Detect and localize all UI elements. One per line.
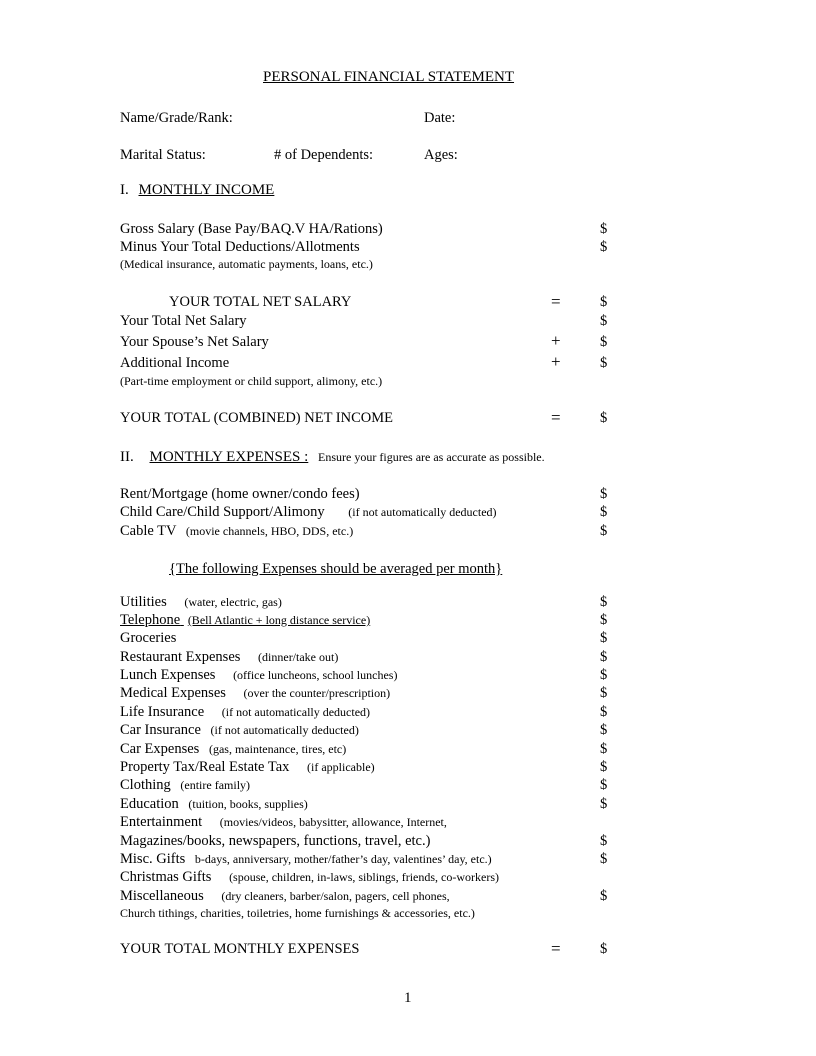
total-net-salary-label: Your Total Net Salary: [120, 313, 247, 329]
deductions-note: (Medical insurance, automatic payments, loans, etc.): [120, 257, 373, 271]
additional-income-note: (Part-time employment or child support, alimony, etc.): [120, 374, 383, 388]
section-number: II.: [120, 449, 134, 465]
plus-sign: +: [551, 331, 561, 350]
cable-tv-row: [120, 524, 353, 539]
expense-row-telephone: [120, 613, 370, 628]
spouse-net-salary-label: Your Spouse’s Net Salary: [120, 334, 269, 350]
plus-sign: +: [551, 352, 561, 371]
additional-income-label: Additional Income: [120, 355, 230, 371]
total-monthly-expenses-label: YOUR TOTAL MONTHLY EXPENSES: [120, 941, 360, 957]
expense-label: Property Tax/Real Estate Tax: [120, 759, 290, 775]
dollar-sign: $: [600, 888, 608, 904]
expense-row-miscellaneous: [120, 889, 450, 904]
dollar-sign: $: [600, 667, 608, 683]
combined-net-income-label: YOUR TOTAL (COMBINED) NET INCOME: [120, 410, 393, 426]
dollar-sign: $: [600, 833, 608, 849]
dollar-sign: $: [600, 630, 608, 646]
expense-row-medical: [120, 686, 390, 701]
dollar-sign: $: [600, 777, 608, 793]
expense-row-car-expenses: [120, 742, 346, 757]
expense-label: Clothing: [120, 777, 171, 793]
expense-row-utilities: [120, 595, 282, 610]
dollar-sign: $: [600, 486, 608, 502]
dollar-sign: $: [600, 649, 608, 665]
expense-row-lunch: [120, 668, 397, 683]
expense-note: (if applicable): [307, 760, 375, 774]
expense-label: Misc. Gifts: [120, 851, 186, 867]
dollar-sign: $: [600, 941, 608, 957]
minus-deductions-label: Minus Your Total Deductions/Allotments: [120, 239, 360, 255]
expense-note: (movies/videos, babysitter, allowance, Internet,: [219, 815, 447, 829]
expense-label: Medical Expenses: [120, 685, 226, 701]
expense-note: (tuition, books, supplies): [188, 797, 308, 811]
dollar-sign: $: [600, 759, 608, 775]
expense-row-christmas-gifts: [120, 870, 499, 885]
cable-tv-note: (movie channels, HBO, DDS, etc.): [185, 524, 354, 538]
dollar-sign: $: [600, 221, 608, 237]
dollar-sign: $: [600, 722, 608, 738]
expense-note: (office luncheons, school lunches): [233, 668, 398, 682]
child-care-label: Child Care/Child Support/Alimony: [120, 504, 325, 520]
expense-note: b-days, anniversary, mother/father’s day, valentines’ day, etc.): [194, 852, 492, 866]
dollar-sign: $: [600, 704, 608, 720]
page-number: 1: [404, 990, 412, 1006]
dollar-sign: $: [600, 796, 608, 812]
expense-label: Miscellaneous: [120, 888, 204, 904]
total-net-salary-caps-label: YOUR TOTAL NET SALARY: [169, 294, 352, 310]
marital-status-label: Marital Status:: [120, 147, 206, 163]
name-grade-rank-label: Name/Grade/Rank:: [120, 110, 233, 126]
expense-row-entertainment: [120, 815, 447, 830]
expense-row-restaurant: [120, 650, 338, 665]
cable-tv-label: Cable TV: [120, 523, 177, 539]
date-label: Date:: [424, 110, 456, 126]
dollar-sign: $: [600, 239, 608, 255]
section-title: MONTHLY EXPENSES :: [149, 449, 309, 465]
child-care-row: [120, 505, 497, 520]
expense-note: (water, electric, gas): [184, 595, 282, 609]
dollar-sign: $: [600, 594, 608, 610]
page-title: PERSONAL FINANCIAL STATEMENT: [263, 69, 515, 85]
dollar-sign: $: [600, 313, 608, 329]
expense-row-life-insurance: [120, 705, 370, 720]
dependents-label: # of Dependents:: [274, 147, 374, 163]
expense-row-clothing: [120, 778, 250, 793]
equals-sign: =: [551, 939, 561, 958]
dollar-sign: $: [600, 355, 608, 371]
expense-label: Life Insurance: [120, 704, 205, 720]
gross-salary-label: Gross Salary (Base Pay/BAQ.V HA/Rations): [120, 221, 383, 237]
dollar-sign: $: [600, 741, 608, 757]
expense-row-property-tax: [120, 760, 375, 775]
expense-label: Groceries: [120, 630, 177, 646]
expense-note: (entire family): [180, 778, 251, 792]
dollar-sign: $: [600, 612, 608, 628]
rent-mortgage-label: Rent/Mortgage (home owner/condo fees): [120, 486, 360, 502]
expense-label: Utilities: [120, 594, 167, 610]
expense-note: (dinner/take out): [258, 650, 339, 664]
expense-row-car-insurance: [120, 723, 359, 738]
expense-row-misc-gifts: [120, 852, 492, 867]
section-monthly-expenses-heading: [120, 450, 545, 465]
dollar-sign: $: [600, 685, 608, 701]
expense-label: Car Expenses: [120, 741, 200, 757]
expense-row-education: [120, 797, 308, 812]
expense-note: (over the counter/prescription): [243, 686, 391, 700]
dollar-sign: $: [600, 334, 608, 350]
section-number: I.: [120, 182, 129, 198]
equals-sign: =: [551, 408, 561, 427]
expense-note: (if not automatically deducted): [221, 705, 371, 719]
expense-row-groceries: [120, 631, 176, 646]
dollar-sign: $: [600, 523, 608, 539]
dollar-sign: $: [600, 851, 608, 867]
expense-label: Entertainment: [120, 814, 203, 830]
child-care-note: (if not automatically deducted): [348, 505, 497, 519]
expense-note: (gas, maintenance, tires, etc): [208, 742, 347, 756]
magazines-line: Magazines/books, newspapers, functions, travel, etc.): [120, 833, 431, 849]
expense-label: Restaurant Expenses: [120, 649, 241, 665]
dollar-sign: $: [600, 410, 608, 426]
dollar-sign: $: [600, 294, 608, 310]
expense-note: (Bell Atlantic + long distance service): [187, 613, 371, 627]
expense-label: Car Insurance: [120, 722, 201, 738]
expense-label: Education: [120, 796, 179, 812]
expense-note: (spouse, children, in-laws, siblings, friends, co-workers): [229, 870, 500, 884]
section-title: MONTHLY INCOME: [138, 182, 275, 198]
expense-note: (dry cleaners, barber/salon, pagers, cell phones,: [221, 889, 450, 903]
accuracy-note: Ensure your figures are as accurate as possible.: [318, 450, 545, 464]
expense-label: Telephone: [120, 612, 181, 628]
section-monthly-income-heading: [120, 183, 274, 198]
dollar-sign: $: [600, 504, 608, 520]
expense-label: Christmas Gifts: [120, 869, 212, 885]
church-tithings-note: Church tithings, charities, toiletries, home furnishings & accessories, etc.): [120, 906, 475, 920]
ages-label: Ages:: [424, 147, 458, 163]
expense-note: (if not automatically deducted): [210, 723, 359, 737]
expense-label: Lunch Expenses: [120, 667, 216, 683]
averaged-note: {The following Expenses should be averaged per month}: [169, 561, 503, 577]
equals-sign: =: [551, 292, 561, 311]
